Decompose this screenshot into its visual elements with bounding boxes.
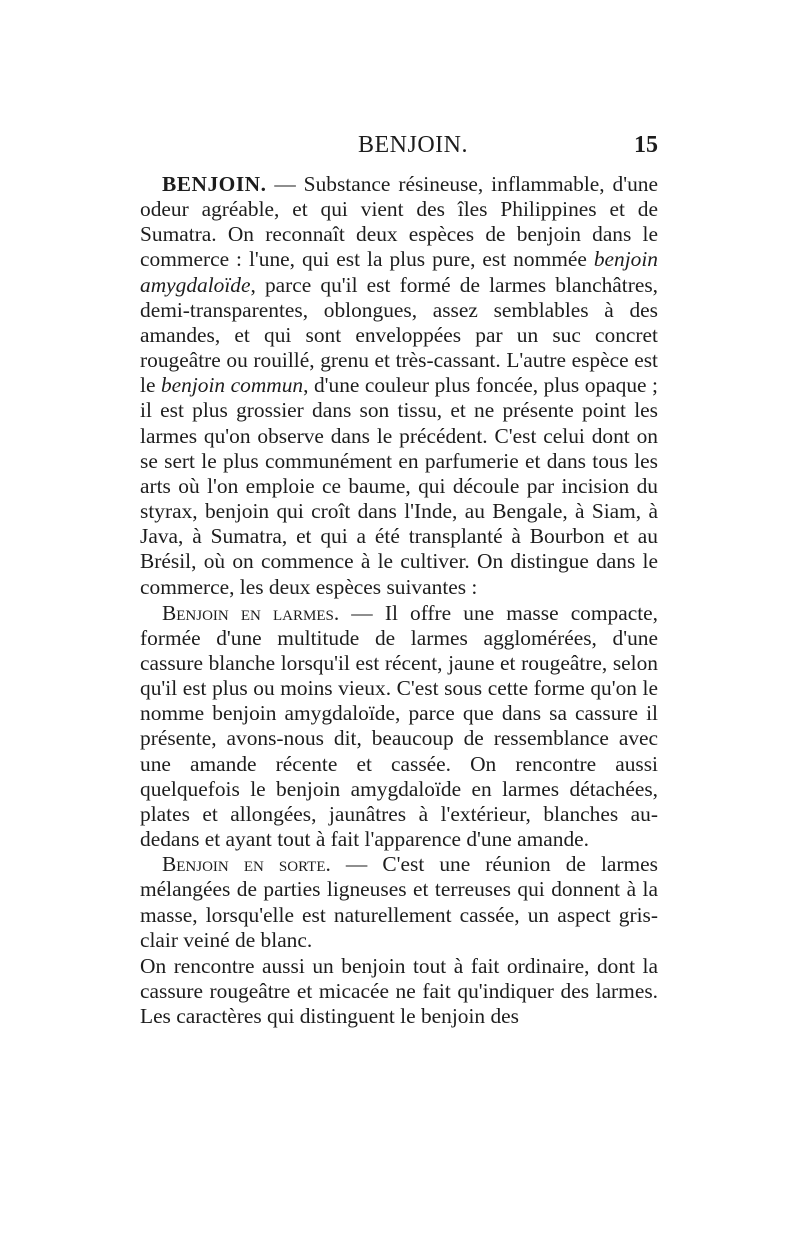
entry-term: BENJOIN. — [162, 172, 267, 196]
paragraph-text: , d'une couleur plus foncée, plus opaque ; il est plus grossier dans son tissu, et ne présente point les larmes qu'on observe dans le précédent. C'est celui dont on se sert le plus communément en parfumerie et dans tous les arts où l'on emploie ce baume, qui découle par incision du styrax, benjoin qui croît dans l'Inde, au Bengale, à Siam, à Java, à Sumatra, et qui a été transplanté à Bourbon et au Brésil, où on commence à le cultiver. On distingue dans le commerce, les deux espèces suivantes : — [140, 373, 658, 599]
page-number: 15 — [634, 132, 658, 158]
paragraph-benjoin — [140, 172, 658, 600]
entry-term: Benjoin en sorte. — [162, 852, 331, 877]
paragraph-text: On rencontre aussi un benjoin tout à fait ordinaire, dont la cassure rougeâtre et micacée ne fait qu'indiquer des larmes. Les caractères qui distinguent le benjoin des — [140, 953, 658, 1029]
paragraph-text: — C'est une réunion de larmes mélangées de parties ligneuses et terreuses qui donnent à la masse, lorsqu'elle est naturellement cassée, un aspect gris-clair veiné de blanc. — [140, 852, 658, 952]
entry-term: Benjoin en larmes. — [162, 600, 340, 625]
paragraph-benjoin-en-sorte — [140, 852, 658, 953]
paragraph-benjoin-en-larmes — [140, 601, 658, 853]
italic-term: benjoin amygdaloïde — [140, 247, 658, 297]
italic-term: benjoin commun — [160, 373, 304, 398]
running-title: BENJOIN. — [358, 132, 468, 158]
paragraph-text: — Il offre une masse compacte, formée d'une multitude de larmes agglomérées, d'une cassure blanche lorsqu'il est récent, jaune et rougeâtre, selon qu'il est plus ou moins vieux. C'est sous cette forme qu'on le nomme benjoin amygdaloïde, parce que dans sa cassure il présente, avons-nous dit, beaucoup de ressemblance avec une amande récente et cassée. On rencontre aussi quelquefois le benjoin amygdaloïde en larmes détachées, plates et allongées, jaunâtres à l'extérieur, blanches au-dedans et ayant tout à fait l'apparence d'une amande. — [140, 600, 658, 852]
paragraph-text: , parce qu'il est formé de larmes blanchâtres, demi-transparentes, oblongues, assez semblables à des amandes, et qui sont enveloppées par un suc concret rougeâtre ou rouillé, grenu et très-cassant. L'autre espèce est le — [140, 272, 658, 398]
paragraph-benjoin-ordinaire — [140, 954, 658, 1029]
body-text — [140, 172, 658, 1029]
page-header — [140, 132, 658, 166]
paragraph-text: — Substance résineuse, inflammable, d'une odeur agréable, et qui vient des îles Philippines et de Sumatra. On reconnaît deux espèces de benjoin dans le commerce : l'une, qui est la plus pure, est nommée — [140, 172, 658, 272]
